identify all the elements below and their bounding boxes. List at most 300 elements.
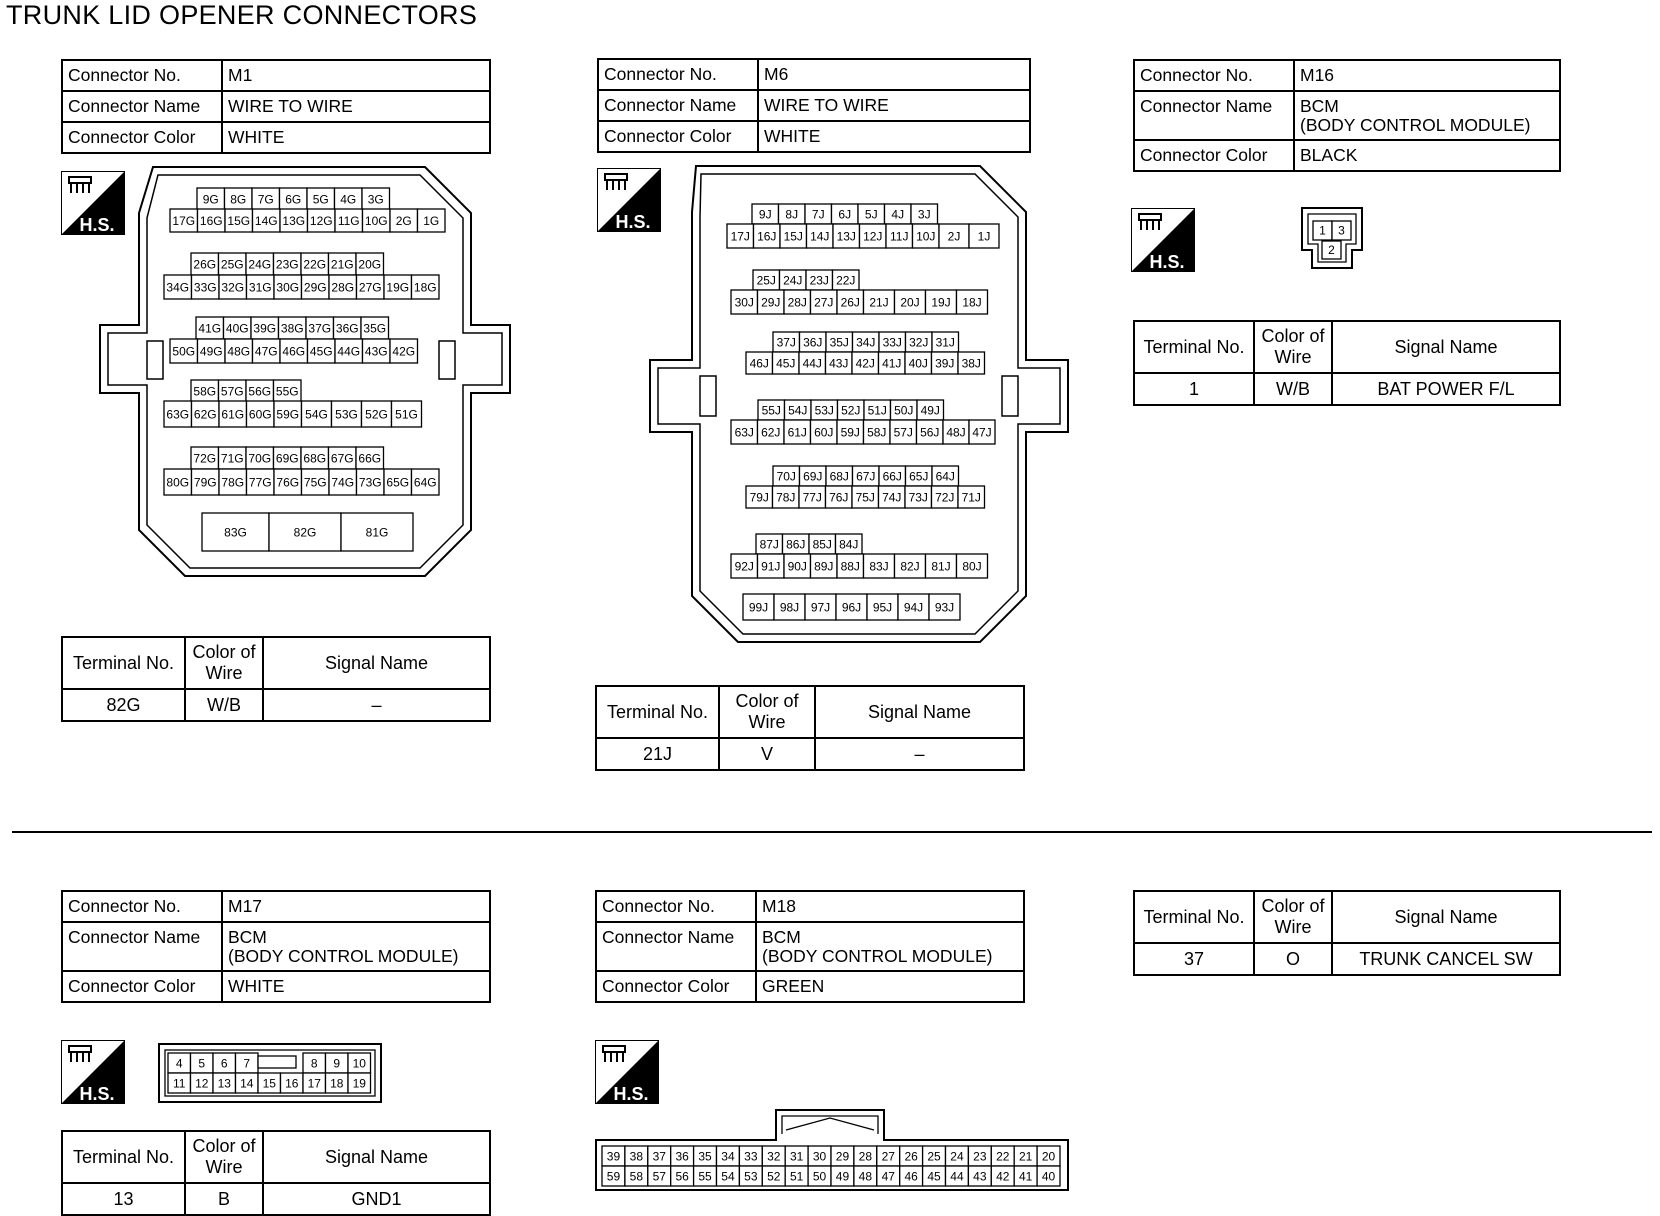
terminal-label: 63J [734,425,754,440]
terminal-label: 18G [413,280,437,295]
terminal-label: 36G [335,321,359,336]
terminal-label: 3 [1338,223,1345,238]
label-connector-color: Connector Color [1134,140,1294,171]
terminal-label: 14G [254,213,278,228]
terminal-label: 71J [961,490,981,505]
terminal-label: 52G [365,407,388,422]
lock-tab-arrow [786,1118,874,1130]
label-connector-name: Connector Name [596,922,756,971]
terminal-label: 4J [891,207,905,222]
label-connector-color: Connector Color [598,121,758,152]
terminal-label: 42G [392,344,416,359]
terminal-label: 46J [749,356,769,371]
terminal-no: 37 [1134,943,1254,975]
terminal-label: 79J [749,490,769,505]
terminal-label: 8G [230,192,247,207]
terminal-label: 27J [814,295,834,310]
terminal-label: 62J [761,425,781,440]
terminal-label: 14J [810,229,830,244]
keyway [258,1056,296,1068]
terminal-label: 66J [882,469,902,484]
signal-name: – [815,738,1024,770]
terminal-label: 41G [198,321,222,336]
terminal-label: 33G [193,280,217,295]
terminal-label: 47J [972,425,992,440]
terminal-no-header: Terminal No. [1134,321,1254,373]
terminal-label: 92J [734,559,754,574]
terminal-label: 1G [423,213,440,228]
label-connector-no: Connector No. [62,60,222,91]
terminal-label: 23 [973,1149,987,1164]
terminal-label: 57 [652,1169,666,1184]
terminal-label: 9J [758,207,772,222]
terminal-label: 81G [365,525,389,540]
connector-m16-face [1300,206,1370,286]
terminal-label: 2G [395,213,412,228]
terminal-label: 9 [333,1056,341,1071]
connector-no-value: M18 [756,891,1024,922]
terminal-label: 6 [220,1056,228,1071]
terminal-label: 36J [803,335,823,350]
terminal-label: 50 [812,1169,827,1184]
terminal-label: 39J [935,356,955,371]
terminal-label: 11 [173,1076,186,1091]
terminal-label: 59 [606,1169,621,1184]
terminal-label: 47 [881,1169,895,1184]
connector-no-value: M17 [222,891,490,922]
terminal-label: 54G [305,407,328,422]
connector-name-value: WIRE TO WIRE [222,91,490,122]
terminal-label: 1J [977,229,991,244]
hs-label: H.S. [1149,252,1185,272]
terminal-label: 21J [869,295,889,310]
terminal-label: 4 [175,1056,183,1071]
label-connector-no: Connector No. [596,891,756,922]
connector-m18-face [594,1100,1074,1192]
terminal-label: 23G [275,257,299,272]
lock-tab-left [147,341,163,379]
terminal-label: 45J [776,356,796,371]
terminal-label: 12J [863,229,883,244]
terminal-label: 73J [908,490,928,505]
terminal-label: 31 [789,1149,804,1164]
terminal-label: 13 [217,1076,231,1091]
terminal-label: 59G [276,407,300,422]
terminal-label: 52J [841,403,861,418]
terminal-label: 51 [789,1169,804,1184]
terminal-label: 99J [748,600,769,615]
terminal-label: 24J [783,273,803,288]
lock-tab-right [1002,376,1018,416]
terminal-label: 54 [721,1169,735,1184]
terminal-label: 57G [220,384,244,399]
terminal-label: 8J [785,207,799,222]
terminal-label: 76J [829,490,849,505]
terminal-label: 80J [962,559,982,574]
connector-name-value: BCM (BODY CONTROL MODULE) [756,922,1024,971]
terminal-label: 2 [1328,242,1335,257]
terminal-label: 20 [1041,1149,1056,1164]
terminal-label: 30G [276,280,300,295]
terminal-label: 33J [882,335,902,350]
color-of-wire-header: Color of Wire [1254,891,1332,943]
connector-m1-face [95,165,545,615]
terminal-label: 22 [996,1149,1010,1164]
terminal-label: 65G [386,475,410,490]
terminal-label: 15G [227,213,251,228]
terminal-label: 24 [950,1149,964,1164]
terminal-label: 53 [744,1169,758,1184]
terminal-label: 27G [358,280,382,295]
terminal-label: 67J [856,469,876,484]
terminal-label: 21G [330,257,354,272]
wire-color: B [185,1183,263,1215]
connector-m16-info [1133,59,1561,172]
connector-no-value: M6 [758,59,1030,90]
terminal-label: 40G [225,321,249,336]
terminal-label: 75G [303,475,327,490]
terminal-label: 35G [363,321,387,336]
terminal-label: 33 [744,1149,758,1164]
terminal-no-header: Terminal No. [1134,891,1254,943]
terminal-label: 44G [337,344,361,359]
terminal-label: 84J [839,537,859,552]
terminal-label: 16J [757,229,777,244]
signal-name: – [263,689,490,721]
connector-no-value: M16 [1294,60,1560,91]
terminal-label: 83J [869,559,889,574]
terminal-label: 40J [908,356,928,371]
terminal-label: 13J [836,229,856,244]
terminal-label: 11G [337,213,360,228]
signal-name-header: Signal Name [815,686,1024,738]
connector-name-value: BCM (BODY CONTROL MODULE) [222,922,490,971]
terminal-label: 32J [909,335,929,350]
terminal-label: 93J [934,600,955,615]
terminal-label: 82G [293,525,317,540]
terminal-label: 68J [829,469,849,484]
terminal-label: 70J [776,469,796,484]
wire-color: W/B [1254,373,1332,405]
terminal-label: 71G [220,451,244,466]
label-connector-color: Connector Color [62,971,222,1002]
signal-name-header: Signal Name [1332,321,1560,373]
terminal-label: 11J [890,229,909,244]
terminal-label: 74G [331,475,355,490]
harness-side-icon [1131,208,1195,272]
terminal-label: 3J [917,207,931,222]
signal-name-header: Signal Name [1332,891,1560,943]
hs-label: H.S. [79,215,115,235]
terminal-label: 68G [303,451,327,466]
terminal-label: 56 [675,1169,689,1184]
terminal-label: 38J [961,356,981,371]
terminal-no-header: Terminal No. [62,637,185,689]
terminal-label: 1 [1319,223,1326,238]
terminal-label: 63G [166,407,190,422]
terminal-label: 37G [308,321,332,336]
terminal-label: 60G [248,407,272,422]
terminal-label: 87J [759,537,779,552]
terminal-label: 60J [814,425,834,440]
terminal-label: 58J [867,425,887,440]
terminal-label: 49J [920,403,940,418]
terminal-label: 46G [282,344,306,359]
terminal-label: 35J [829,335,849,350]
terminal-label: 10J [916,229,936,244]
terminal-label: 32 [767,1149,781,1164]
terminal-label: 95J [872,600,893,615]
color-of-wire-header: Color of Wire [1254,321,1332,373]
connector-color-value: GREEN [756,971,1024,1002]
terminal-label: 22J [836,273,856,288]
terminal-label: 48J [946,425,966,440]
terminal-label: 64J [935,469,955,484]
terminal-label: 78J [776,490,796,505]
terminal-label: 59J [840,425,860,440]
terminal-label: 25 [927,1149,941,1164]
terminal-label: 41 [1018,1169,1033,1184]
terminal-label: 5G [312,192,329,207]
section-divider [12,831,1652,833]
harness-side-icon [595,1040,659,1104]
terminal-label: 29G [303,280,327,295]
terminal-label: 54J [788,403,808,418]
terminal-label: 77G [248,475,272,490]
label-connector-color: Connector Color [62,122,222,153]
label-connector-name: Connector Name [1134,91,1294,140]
terminal-label: 30J [734,295,754,310]
terminal-label: 78G [221,475,245,490]
terminal-label: 20J [900,295,920,310]
terminal-label: 15J [783,229,803,244]
terminal-label: 27 [881,1149,895,1164]
terminal-label: 98J [779,600,800,615]
terminal-label: 28J [787,295,807,310]
hs-label: H.S. [613,1084,649,1104]
terminal-label: 42J [855,356,875,371]
page-title: TRUNK LID OPENER CONNECTORS [6,0,478,30]
terminal-no: 13 [62,1183,185,1215]
signal-name-header: Signal Name [263,1131,490,1183]
terminal-label: 88J [840,559,860,574]
terminal-label: 74J [882,490,902,505]
terminal-label: 17 [307,1076,321,1091]
terminal-label: 10 [352,1056,366,1071]
wire-color: V [719,738,815,770]
connector-name-value: WIRE TO WIRE [758,90,1030,121]
connector-m17-info [61,890,491,1003]
terminal-table-m16 [1133,320,1561,406]
connector-m17-face [158,1043,383,1103]
terminal-label: 46 [904,1169,918,1184]
connector-m1-info [61,59,491,154]
terminal-label: 57J [893,425,913,440]
terminal-label: 16G [199,213,223,228]
terminal-label: 73G [358,475,382,490]
connector-color-value: BLACK [1294,140,1560,171]
label-connector-no: Connector No. [598,59,758,90]
hs-label: H.S. [615,212,651,232]
terminal-label: 49G [199,344,223,359]
label-connector-name: Connector Name [62,91,222,122]
terminal-label: 38 [629,1149,644,1164]
terminal-label: 38G [280,321,304,336]
terminal-label: 72G [193,451,217,466]
terminal-label: 75J [855,490,875,505]
terminal-label: 91J [761,559,781,574]
terminal-label: 12G [309,213,333,228]
terminal-label: 7G [257,192,274,207]
terminal-label: 5J [864,207,878,222]
terminal-label: 30 [812,1149,827,1164]
terminal-label: 66G [358,451,382,466]
terminal-label: 53J [814,403,834,418]
terminal-label: 34 [721,1149,735,1164]
harness-side-icon [61,1040,125,1104]
terminal-label: 50G [172,344,196,359]
terminal-label: 31J [935,335,955,350]
terminal-label: 77J [802,490,822,505]
color-of-wire-header: Color of Wire [185,1131,263,1183]
terminal-no: 1 [1134,373,1254,405]
terminal-label: 14 [240,1076,254,1091]
terminal-label: 34G [166,280,190,295]
terminal-label: 29J [761,295,781,310]
terminal-label: 4G [340,192,357,207]
terminal-label: 56G [248,384,272,399]
terminal-table-m18 [1133,890,1561,976]
terminal-label: 43G [364,344,388,359]
terminal-table-m1 [61,636,491,722]
terminal-label: 23J [809,273,829,288]
terminal-label: 17G [172,213,196,228]
color-of-wire-header: Color of Wire [185,637,263,689]
terminal-label: 61G [221,407,245,422]
terminal-label: 20G [358,257,382,272]
terminal-label: 80G [166,475,190,490]
signal-name: GND1 [263,1183,490,1215]
terminal-label: 69G [275,451,299,466]
terminal-label: 2J [947,229,961,244]
terminal-label: 12 [195,1076,209,1091]
connector-no-value: M1 [222,60,490,91]
terminal-label: 3G [367,192,384,207]
terminal-label: 62G [193,407,217,422]
terminal-label: 51G [395,407,418,422]
connector-color-value: WHITE [222,122,490,153]
connector-m6-info [597,58,1031,153]
terminal-table-m6 [595,685,1025,771]
terminal-label: 42 [996,1169,1010,1184]
terminal-label: 64G [413,475,437,490]
label-connector-color: Connector Color [596,971,756,1002]
terminal-label: 22G [303,257,327,272]
terminal-label: 19J [931,295,951,310]
terminal-label: 13G [282,213,306,228]
terminal-label: 25J [756,273,776,288]
terminal-label: 32G [221,280,245,295]
terminal-label: 26J [840,295,860,310]
signal-name: TRUNK CANCEL SW [1332,943,1560,975]
color-of-wire-header: Color of Wire [719,686,815,738]
terminal-label: 83G [224,525,247,540]
terminal-label: 55G [275,384,299,399]
lock-tab-left [700,376,716,416]
terminal-label: 67G [330,451,354,466]
hs-label: H.S. [79,1084,115,1104]
terminal-label: 28G [331,280,355,295]
terminal-label: 37 [652,1149,666,1164]
terminal-label: 44 [950,1169,964,1184]
connector-m18-info [595,890,1025,1003]
terminal-label: 31G [248,280,272,295]
terminal-label: 72J [935,490,955,505]
terminal-no: 82G [62,689,185,721]
label-connector-no: Connector No. [62,891,222,922]
terminal-label: 19G [386,280,410,295]
terminal-label: 96J [841,600,862,615]
terminal-label: 34J [856,335,876,350]
connector-name-value: BCM (BODY CONTROL MODULE) [1294,91,1560,140]
lock-tab-right [439,341,455,379]
connector-color-value: WHITE [222,971,490,1002]
terminal-label: 39G [253,321,277,336]
terminal-no: 21J [596,738,719,770]
terminal-label: 90J [787,559,807,574]
terminal-label: 15 [262,1076,276,1091]
terminal-label: 55 [698,1169,712,1184]
terminal-label: 39 [606,1149,621,1164]
terminal-label: 7J [811,207,825,222]
terminal-label: 85J [812,537,832,552]
terminal-label: 36 [675,1149,689,1164]
terminal-label: 43J [829,356,849,371]
terminal-label: 6J [838,207,852,222]
terminal-label: 49 [835,1169,850,1184]
terminal-label: 7 [243,1056,251,1071]
terminal-label: 82J [900,559,920,574]
terminal-label: 53G [335,407,358,422]
terminal-label: 29 [835,1149,850,1164]
terminal-label: 18J [962,295,982,310]
terminal-label: 51J [867,403,887,418]
terminal-label: 45 [927,1169,941,1184]
terminal-label: 76G [276,475,300,490]
terminal-label: 86J [786,537,806,552]
terminal-label: 61J [787,425,807,440]
terminal-label: 48G [227,344,251,359]
signal-name: BAT POWER F/L [1332,373,1560,405]
terminal-table-m17 [61,1130,491,1216]
terminal-label: 69J [803,469,823,484]
terminal-label: 6G [285,192,302,207]
terminal-label: 8 [310,1056,318,1071]
terminal-label: 44J [802,356,822,371]
terminal-label: 16 [285,1076,299,1091]
terminal-label: 65J [909,469,929,484]
terminal-label: 18 [330,1076,344,1091]
terminal-label: 24G [248,257,272,272]
terminal-no-header: Terminal No. [62,1131,185,1183]
terminal-label: 37J [776,335,796,350]
terminal-label: 89J [814,559,834,574]
label-connector-no: Connector No. [1134,60,1294,91]
terminal-label: 9G [202,192,219,207]
connector-m6-face [628,164,1108,664]
terminal-label: 40 [1041,1169,1056,1184]
terminal-label: 56J [920,425,940,440]
